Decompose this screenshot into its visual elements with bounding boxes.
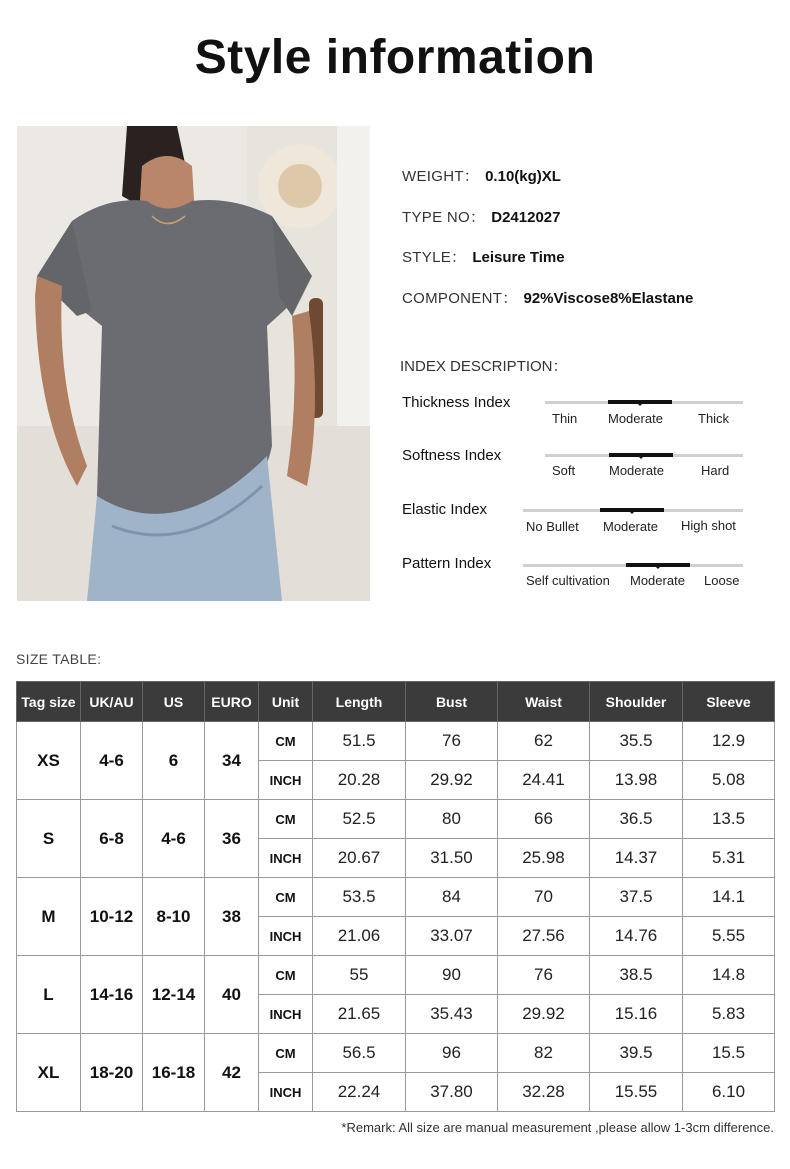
size-table-header-row [17, 682, 775, 722]
euro-cell: 36 [205, 800, 259, 878]
elastic-index-label: Elastic Index [402, 501, 488, 518]
us-cell: 16-18 [143, 1034, 205, 1112]
thickness-option: Moderate [608, 411, 663, 426]
waist-cell: 76 [498, 956, 590, 995]
shoulder-cell: 15.55 [590, 1073, 683, 1112]
pattern-option: Self cultivation [526, 573, 610, 588]
length-cell: 56.5 [313, 1034, 406, 1073]
spec-type-no-value: D2412027 [491, 209, 561, 226]
bust-cell: 31.50 [406, 839, 498, 878]
uk-au-cell: 4-6 [81, 722, 143, 800]
length-cell: 22.24 [313, 1073, 406, 1112]
shoulder-cell: 36.5 [590, 800, 683, 839]
length-cell: 21.65 [313, 995, 406, 1034]
pattern-option: Moderate [630, 573, 685, 588]
pattern-index-marker [626, 563, 690, 567]
shoulder-cell: 14.76 [590, 917, 683, 956]
length-cell: 20.67 [313, 839, 406, 878]
header-cell: Shoulder [590, 682, 683, 722]
spec-component [402, 287, 693, 308]
table-row [17, 878, 775, 917]
thickness-option: Thin [552, 411, 578, 426]
thickness-option: Thick [698, 411, 730, 426]
spec-style-value: Leisure Time [472, 249, 565, 266]
sleeve-cell: 15.5 [683, 1034, 775, 1073]
size-table [16, 681, 775, 1112]
pattern-index-label: Pattern Index [402, 555, 492, 572]
waist-cell: 32.28 [498, 1073, 590, 1112]
euro-cell: 34 [205, 722, 259, 800]
waist-cell: 70 [498, 878, 590, 917]
unit-cell: INCH [259, 995, 313, 1034]
header-cell: Length [313, 682, 406, 722]
sleeve-cell: 5.31 [683, 839, 775, 878]
us-cell: 4-6 [143, 800, 205, 878]
elastic-option: Moderate [603, 519, 658, 534]
sleeve-cell: 13.5 [683, 800, 775, 839]
header-cell: Waist [498, 682, 590, 722]
header-cell: US [143, 682, 205, 722]
shoulder-cell: 37.5 [590, 878, 683, 917]
tag-size-cell: XS [17, 722, 81, 800]
bust-cell: 80 [406, 800, 498, 839]
header-cell: Unit [259, 682, 313, 722]
waist-cell: 27.56 [498, 917, 590, 956]
spec-component-label: COMPONENT： [402, 290, 518, 307]
unit-cell: INCH [259, 839, 313, 878]
page-title: Style information [194, 31, 596, 84]
waist-cell: 66 [498, 800, 590, 839]
spec-type-no [402, 206, 560, 227]
model-wearing-tshirt-image [17, 126, 370, 601]
unit-cell: INCH [259, 917, 313, 956]
table-row [17, 800, 775, 839]
uk-au-cell: 6-8 [81, 800, 143, 878]
length-cell: 21.06 [313, 917, 406, 956]
euro-cell: 42 [205, 1034, 259, 1112]
length-cell: 55 [313, 956, 406, 995]
header-cell: Tag size [17, 682, 81, 722]
softness-index-marker [609, 453, 673, 457]
waist-cell: 82 [498, 1034, 590, 1073]
shoulder-cell: 35.5 [590, 722, 683, 761]
header-cell: Bust [406, 682, 498, 722]
us-cell: 8-10 [143, 878, 205, 956]
sleeve-cell: 5.08 [683, 761, 775, 800]
shoulder-cell: 15.16 [590, 995, 683, 1034]
us-cell: 6 [143, 722, 205, 800]
waist-cell: 25.98 [498, 839, 590, 878]
sleeve-cell: 14.8 [683, 956, 775, 995]
waist-cell: 62 [498, 722, 590, 761]
waist-cell: 29.92 [498, 995, 590, 1034]
sleeve-cell: 5.55 [683, 917, 775, 956]
length-cell: 20.28 [313, 761, 406, 800]
sleeve-cell: 14.1 [683, 878, 775, 917]
table-row [17, 1034, 775, 1073]
tag-size-cell: XL [17, 1034, 81, 1112]
tag-size-cell: L [17, 956, 81, 1034]
index-description-heading: INDEX DESCRIPTION： [400, 358, 568, 375]
shoulder-cell: 13.98 [590, 761, 683, 800]
thickness-index-label: Thickness Index [402, 394, 511, 411]
euro-cell: 38 [205, 878, 259, 956]
shoulder-cell: 39.5 [590, 1034, 683, 1073]
softness-option: Hard [701, 463, 730, 478]
uk-au-cell: 18-20 [81, 1034, 143, 1112]
unit-cell: CM [259, 956, 313, 995]
unit-cell: CM [259, 878, 313, 917]
shoulder-cell: 38.5 [590, 956, 683, 995]
unit-cell: CM [259, 800, 313, 839]
spec-style [402, 246, 565, 267]
bust-cell: 37.80 [406, 1073, 498, 1112]
bust-cell: 29.92 [406, 761, 498, 800]
euro-cell: 40 [205, 956, 259, 1034]
sleeve-cell: 12.9 [683, 722, 775, 761]
size-table-heading: SIZE TABLE: [16, 651, 102, 667]
elastic-option: High shot [681, 518, 736, 533]
spec-type-no-label: TYPE NO： [402, 209, 486, 226]
uk-au-cell: 10-12 [81, 878, 143, 956]
waist-cell: 24.41 [498, 761, 590, 800]
softness-option: Moderate [609, 463, 664, 478]
bust-cell: 33.07 [406, 917, 498, 956]
elastic-index-marker [600, 508, 664, 512]
spec-style-label: STYLE： [402, 249, 467, 266]
spec-weight [402, 165, 561, 186]
length-cell: 53.5 [313, 878, 406, 917]
spec-component-value: 92%Viscose8%Elastane [523, 290, 694, 307]
unit-cell: INCH [259, 761, 313, 800]
header-cell: EURO [205, 682, 259, 722]
elastic-option: No Bullet [526, 519, 579, 534]
remark-note: *Remark: All size are manual measurement ,please allow 1-3cm difference. [341, 1120, 774, 1135]
bust-cell: 90 [406, 956, 498, 995]
unit-cell: CM [259, 722, 313, 761]
softness-index-label: Softness Index [402, 447, 502, 464]
sleeve-cell: 6.10 [683, 1073, 775, 1112]
header-cell: UK/AU [81, 682, 143, 722]
spec-weight-label: WEIGHT： [402, 168, 480, 185]
unit-cell: INCH [259, 1073, 313, 1112]
uk-au-cell: 14-16 [81, 956, 143, 1034]
thickness-index-marker [608, 400, 672, 404]
bust-cell: 35.43 [406, 995, 498, 1034]
softness-option: Soft [552, 463, 576, 478]
product-photo [17, 126, 370, 601]
tag-size-cell: S [17, 800, 81, 878]
bust-cell: 84 [406, 878, 498, 917]
header-cell: Sleeve [683, 682, 775, 722]
sleeve-cell: 5.83 [683, 995, 775, 1034]
bust-cell: 76 [406, 722, 498, 761]
spec-weight-value: 0.10(kg)XL [485, 168, 561, 185]
table-row [17, 956, 775, 995]
us-cell: 12-14 [143, 956, 205, 1034]
tag-size-cell: M [17, 878, 81, 956]
length-cell: 51.5 [313, 722, 406, 761]
length-cell: 52.5 [313, 800, 406, 839]
table-row [17, 722, 775, 761]
unit-cell: CM [259, 1034, 313, 1073]
pattern-option: Loose [704, 573, 740, 588]
bust-cell: 96 [406, 1034, 498, 1073]
shoulder-cell: 14.37 [590, 839, 683, 878]
